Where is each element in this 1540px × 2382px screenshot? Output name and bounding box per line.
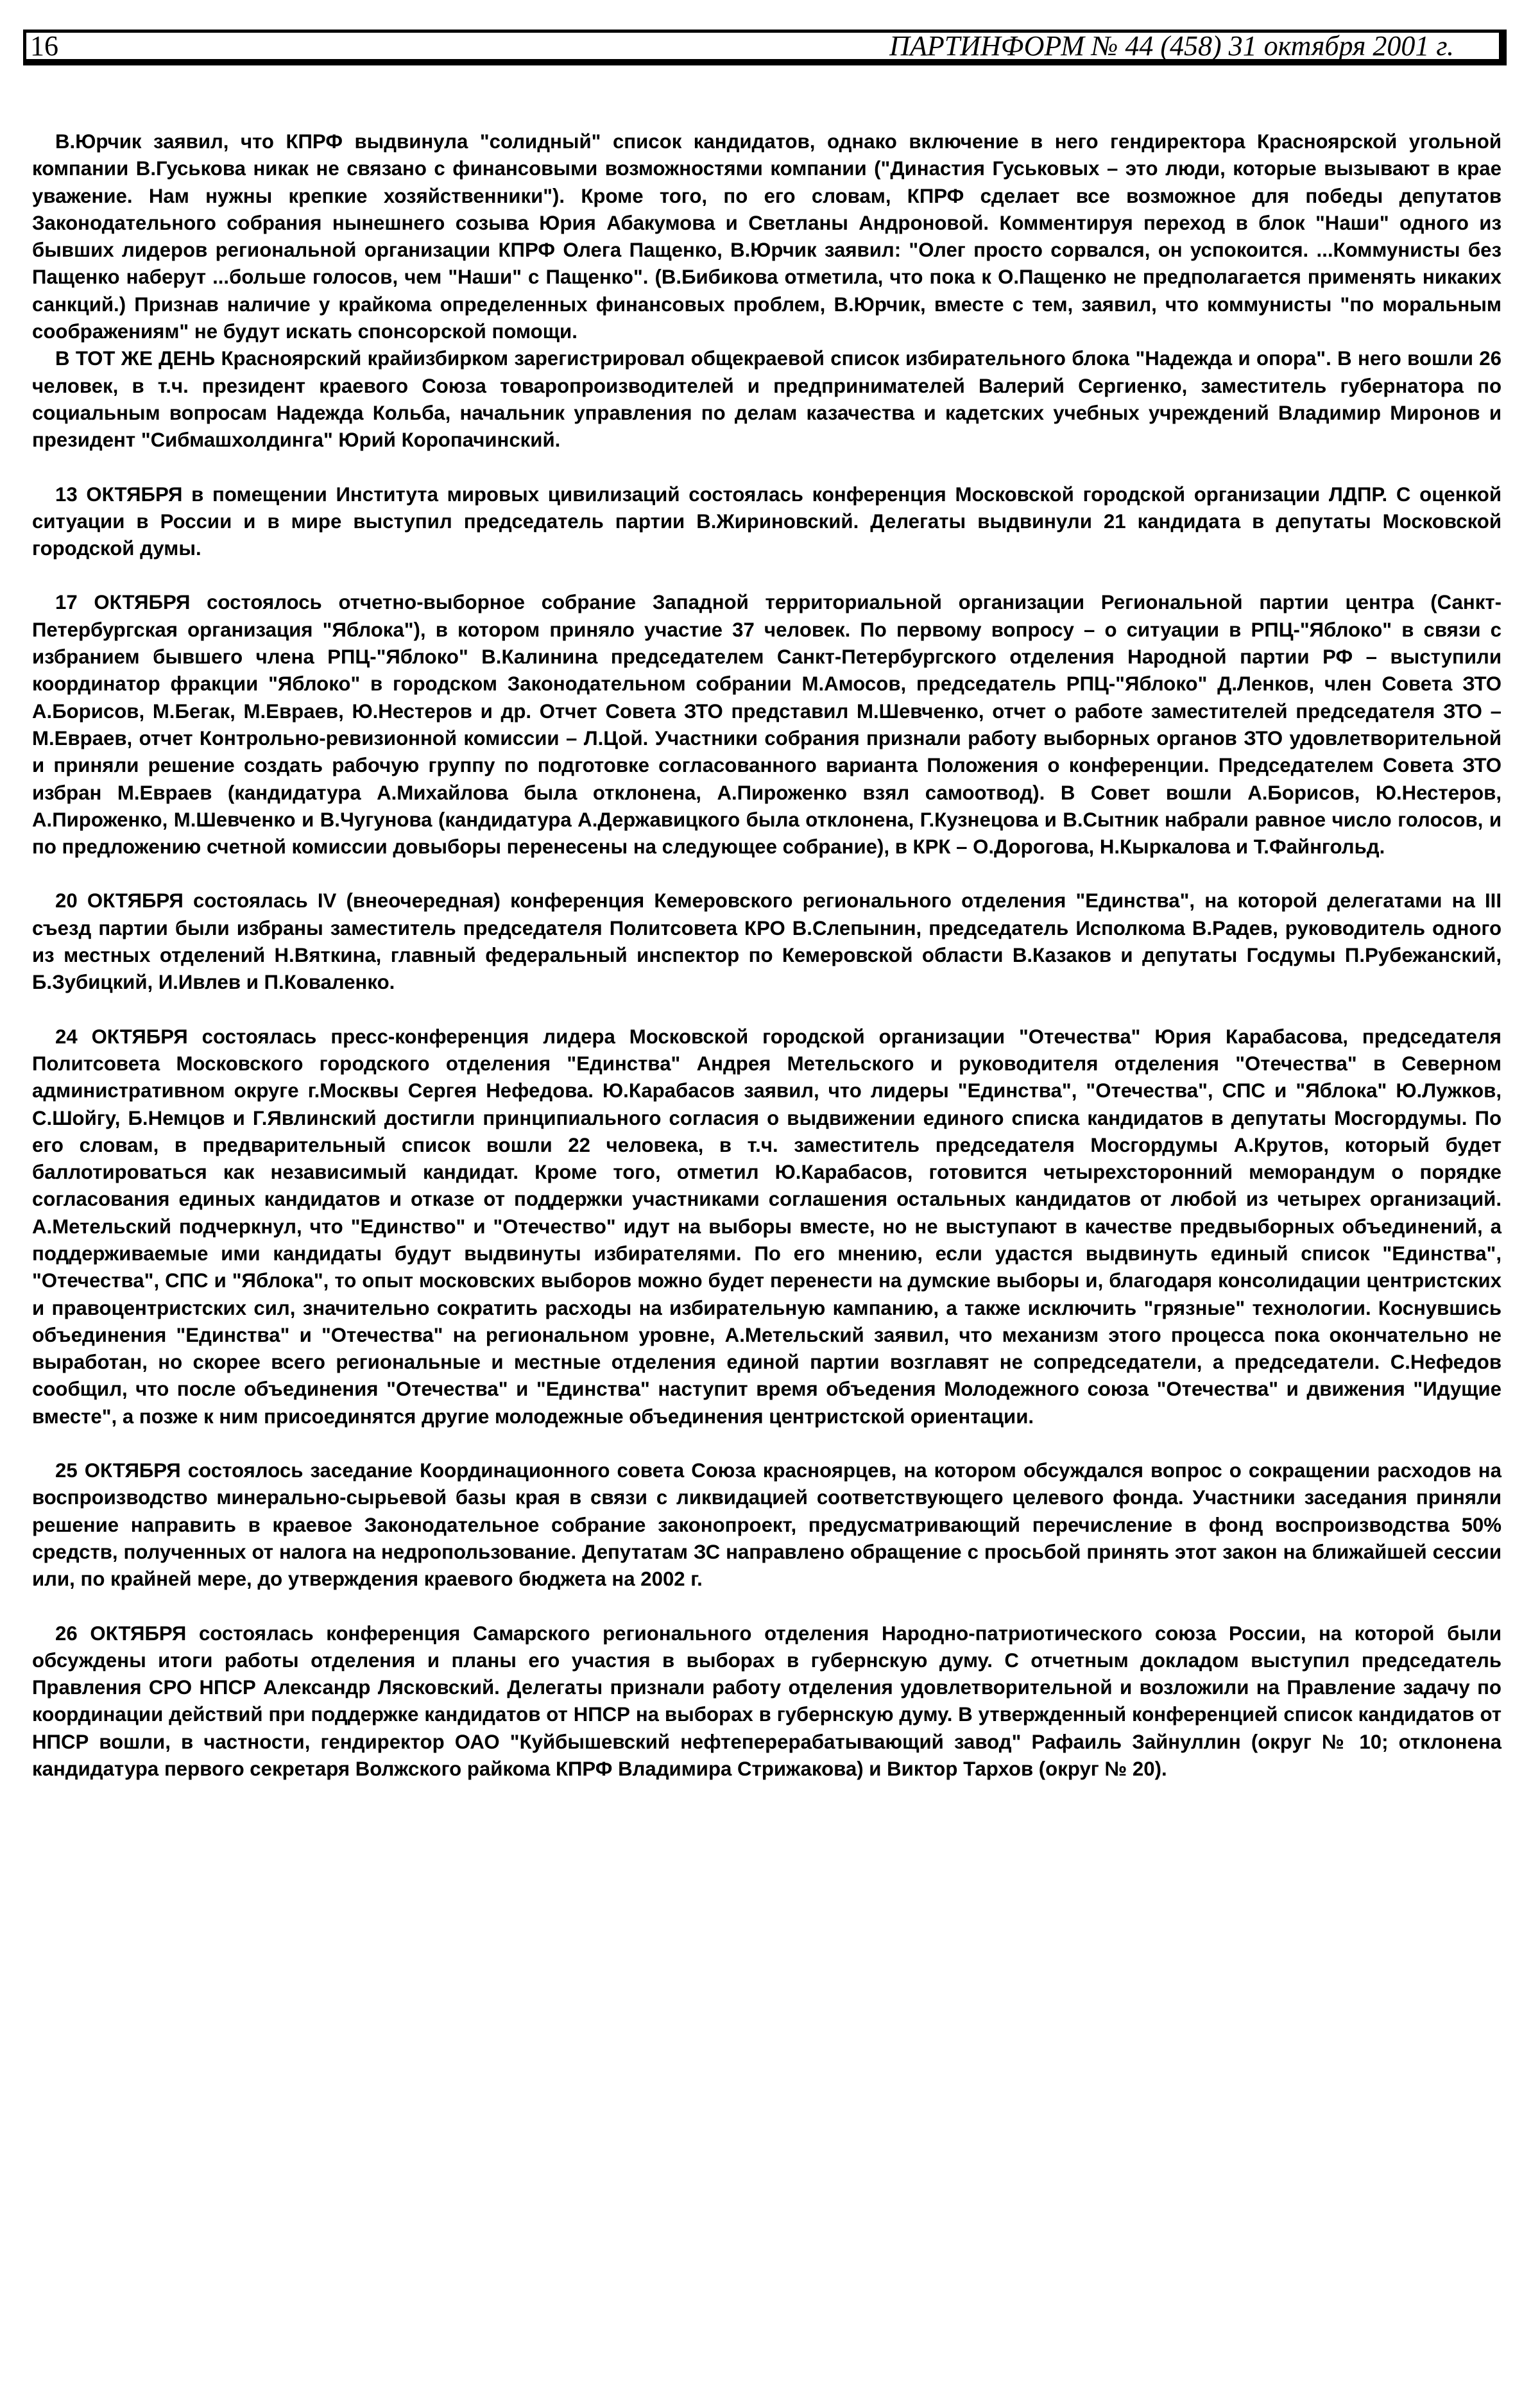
paragraph-oct-20: 20 ОКТЯБРЯ состоялась IV (внеочередная) конференция Кемеровского регионального отделения "Единства", на которой делегатами на III съезд партии были избраны заместитель председателя Политсовета КРО В.Слепынин, председатель Исполкома В.Радев, руководитель одного из местных отделений Н.Вяткина, главный федеральный инспектор по Кемеровской области В.Казаков и депутаты Госдумы П.Рубежанский, Б.Зубицкий, И.Ивлев и П.Коваленко.	[32, 889, 1502, 994]
paragraph-oct-24: 24 ОКТЯБРЯ состоялась пресс-конференция лидера Московской городской организации "Отечества" Юрия Карабасова, председателя Политсовета Московского городского отделения "Единства" Андрея Метельского и руководителя отделения "Отечества" в Северном административном округе г.Москвы Сергея Нефедова. Ю.Карабасов заявил, что лидеры "Единства", "Отечества", СПС и "Яблока" Ю.Лужков, С.Шойгу, Б.Немцов и Г.Явлинский достигли принципиального согласия о выдвижении единого списка кандидатов в депутаты Мосгордумы. По его словам, в предварительный список вошли 22 человека, в т.ч. заместитель председателя Мосгордумы А.Крутов, который будет баллотироваться как независимый кандидат. Кроме того, отметил Ю.Карабасов, готовится четырехсторонний меморандум о порядке согласования единых кандидатов и отказе от поддержки участниками соглашения остальных кандидатов от любой из четырех организаций. А.Метельский подчеркнул, что "Единство" и "Отечество" идут на выборы вместе, но не выступают в качестве предвыборных объединений, а поддерживаемые ими кандидаты будут выдвинуты избирателями. По его мнению, если удастся выдвинуть единый список "Единства", "Отечества", СПС и "Яблока", то опыт московских выборов можно будет перенести на думские выборы и, благодаря консолидации центристских и правоцентристских сил, значительно сократить расходы на избирательную кампанию, а также исключить "грязные" технологии. Коснувшись объединения "Единства" и "Отечества" на региональном уровне, А.Метельский заявил, что механизм этого процесса пока окончательно не выработан, но скорее всего региональные и местные отделения единой партии возглавят не сопредседатели, а председатели. С.Нефедов сообщил, что после объединения "Отечества" и "Единства" наступит время объедения Молодежного союза "Отечества" и движения "Идущие вместе", а позже к ним присоединятся другие молодежные объединения центристской ориентации.	[32, 1025, 1502, 1428]
paragraph-oct-17: 17 ОКТЯБРЯ состоялось отчетно-выборное собрание Западной территориальной организации Региональной партии центра (Санкт-Петербургская организация "Яблока"), в котором приняло участие 37 человек. По первому вопросу – о ситуации в РПЦ-"Яблоко" в связи с избранием бывшего члена РПЦ-"Яблоко" В.Калинина председателем Санкт-Петербургского отделения Народной партии РФ – выступили координатор фракции "Яблоко" в городском Законодательном собрании М.Амосов, председатель РПЦ-"Яблоко" Д.Ленков, член Совета ЗТО А.Борисов, М.Бегак, М.Евраев, Ю.Нестеров и др. Отчет Совета ЗТО представил М.Шевченко, отчет о работе заместителей председателя ЗТО – М.Евраев, отчет Контрольно-ревизионной комиссии – Л.Цой. Участники собрания признали работу выборных органов ЗТО удовлетворительной и приняли решение создать рабочую группу по подготовке согласованного варианта Положения о конференции. Председателем Совета ЗТО избран М.Евраев (кандидатура А.Михайлова была отклонена, А.Пироженко взял самоотвод). В Совет вошли А.Борисов, Ю.Нестеров, А.Пироженко, М.Шевченко и В.Чугунова (кандидатура А.Державицкого была отклонена, Г.Кузнецова и В.Сытник набрали равное число голосов, и по предложению счетной комиссии довыборы перенесены на следующее собрание), в КРК – О.Дорогова, Н.Кыркалова и Т.Файнгольд.	[32, 591, 1502, 859]
page-header	[23, 30, 1507, 65]
article-body	[32, 128, 1502, 1783]
page-number: 16	[30, 30, 58, 62]
paragraph-oct-13: 13 ОКТЯБРЯ в помещении Института мировых цивилизаций состоялась конференция Московской городской организации ЛДПР. С оценкой ситуации в России и в мире выступил председатель партии В.Жириновский. Делегаты выдвинули 21 кандидата в депутаты Московской городской думы.	[32, 483, 1502, 560]
paragraph-yurchik: В.Юрчик заявил, что КПРФ выдвинула "солидный" список кандидатов, однако включение в него гендиректора Красноярской угольной компании В.Гуськова никак не связано с финансовыми возможностями компании ("Династия Гуськовых – это люди, которые вызывают в крае уважение. Нам нужны крепкие хозяйственники"). Кроме того, по его словам, КПРФ сделает все возможное для победы депутатов Законодательного собрания нынешнего созыва Юрия Абакумова и Светланы Андроновой. Комментируя переход в блок "Наши" одного из бывших лидеров региональной организации КПРФ Олега Пащенко, В.Юрчик заявил: "Олег просто сорвался, он успокоится. ...Коммунисты без Пащенко наберут ...больше голосов, чем "Наши" с Пащенко". (В.Бибикова отметила, что пока к О.Пащенко не предполагается применять никаких санкций.) Признав наличие у крайкома определенных финансовых проблем, В.Юрчик, вместе с тем, заявил, что коммунисты "по моральным соображениям" не будут искать спонсорской помощи.	[32, 130, 1502, 343]
paragraph-same-day: В ТОТ ЖЕ ДЕНЬ Красноярский крайизбирком зарегистрировал общекраевой список избирательного блока "Надежда и опора". В него вошли 26 человек, в т.ч. президент краевого Союза товаропроизводителей и предпринимателей Валерий Сергиенко, заместитель губернатора по социальным вопросам Надежда Кольба, начальник управления по делам казачества и кадетских учебных учреждений Владимир Миронов и президент "Сибмашхолдинга" Юрий Коропачинский.	[32, 347, 1502, 452]
paragraph-oct-25: 25 ОКТЯБРЯ состоялось заседание Координационного совета Союза красноярцев, на котором обсуждался вопрос о сокращении расходов на воспроизводство минерально-сырьевой базы края в связи с ликвидацией соответствующего целевого фонда. Участники заседания приняли решение направить в краевое Законодательное собрание законопроект, предусматривающий перечисление в фонд воспроизводства 50% средств, полученных от налога на недропользование. Депутатам ЗС направлено обращение с просьбой принять этот закон на ближайшей сессии или, по крайней мере, до утверждения краевого бюджета на 2002 г.	[32, 1459, 1502, 1591]
paragraph-oct-26: 26 ОКТЯБРЯ состоялась конференция Самарского регионального отделения Народно-патриотического союза России, на которой были обсуждены итоги работы отделения и планы его участия в выборах в губернскую думу. С отчетным докладом выступил председатель Правления СРО НПСР Александр Лясковский. Делегаты признали работу отделения удовлетворительной и возложили на Правление задачу по координации действий при поддержке кандидатов от НПСР на выборах в губернскую думу. В утвержденный конференцией список кандидатов от НПСР вошли, в частности, гендиректор ОАО "Куйбышевский нефтеперерабатывающий завод" Рафаиль Зайнуллин (округ № 10; отклонена кандидатура первого секретаря Волжского райкома КПРФ Владимира Стрижакова) и Виктор Тархов (округ № 20).	[32, 1622, 1502, 1781]
publication-title: ПАРТИНФОРМ № 44 (458) 31 октября 2001 г.	[889, 30, 1454, 62]
